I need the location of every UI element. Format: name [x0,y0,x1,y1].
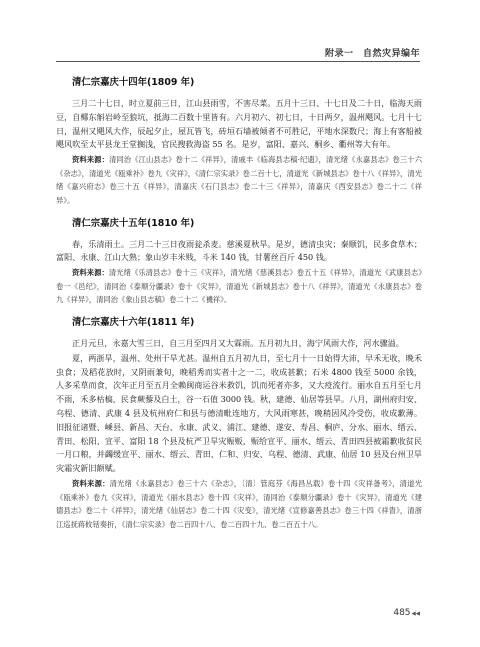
page-content [56,76,422,540]
section-paragraph: 正月元旦，永嘉大雪三日，自三月至四月又大霖雨。五月初九日，海宁风雨大作，河水骤溢。 [72,337,404,348]
section-title: 清仁宗嘉庆十六年(1811 年) [72,316,195,328]
header-title: 附录一 自然灾异编年 [324,49,420,59]
section-paragraph: 春，乐清雨土。三月二十三日夜雨瓮杀麦。慈溪夏秋旱。是岁，德清虫灾；秦顺饥，民多食草木；富阳、永康、江山大熟；象山岁丰米贱，斗米 140 钱，甘薯丝百斤 450 钱。 [56,238,422,263]
page-number [393,608,420,618]
header-rule [56,61,420,62]
section-title: 清仁宗嘉庆十五年(1810 年) [72,217,195,229]
page-mark-icon: ◀◀ [411,611,420,617]
section-1810 [56,217,422,307]
sources-label: 资料来源： [72,478,110,488]
section-1811 [56,316,422,531]
section-sources [56,153,422,207]
sources-text: 清光绪《永嘉县志》卷三十六《杂志》，〔清〕管庭芬《海昌丛载》卷十四《灾祥备考》，清道光《瓯乘补》卷九《灾祥》，清道光《丽水县志》卷十四《灾祥》，清同治《泰顺分疆录》卷十《灾异》，清道光《建德县志》卷二十《祥异》，清光绪《仙居志》卷二十四《灾变》，清光绪《宣修嘉善县志》卷三十四《祥眚》，清浙江巡抚蒋攸铦奏折，《清仁宗实录》卷二百四十八、卷二百四十九、卷二百五十八。 [56,478,423,529]
section-1809 [56,76,422,208]
sources-label: 资料来源： [72,268,109,278]
section-sources [56,266,422,307]
sources-text: 清同治《江山县志》卷十二《祥异》，清戚丰《临海县志稿·纪遗》，清光绪《永嘉县志》卷三十六《杂志》，清道光《瓯乘补》卷九《灾祥》，《清仁宗实录》卷二百十七，清道光《新城县志》卷十八《祥异》，清光绪《嘉兴府志》卷三十五《祥异》，清嘉庆《石门县志》卷二十三《祥异》，清嘉庆《西安县志》卷二十二《祥异》。 [56,155,422,205]
page-number-text: 485 [393,608,411,618]
section-sources [56,477,422,531]
section-title: 清仁宗嘉庆十四年(1809 年) [72,77,195,88]
section-paragraph: 三月二十七日，时立夏前三日，江山县雨雪，不害尽菜。五月十三日、十七日及二十日，临海天雨豆，自椰东斛岩岭至狼坑，抵海二百数十里皆有。六月初六、初七日，十日两夕，温州飓风。七月十七日，温州又飓风大作，辰起夕止，屋瓦皆飞，砖垣石墙被倾者不可胜记，平地水深数尺；海上有客船被飓风吹至太平县龙王堂搁浅，官民搜救海盗 55 名。是岁，富阳、嘉兴、桐乡、衢州等大有年。 [56,98,422,150]
sources-label: 资料来源： [72,155,109,165]
section-paragraph: 夏，两浙旱，温州、处州干旱尤甚。温州自五月初九日，至七月十一日始得大沛，早禾无收，晚禾虫食；及稻花放时，又阴雨兼旬，晚稻秀而实者十之一二，收成甚歉；石米 4800 钱至 5000 余钱，人多采草而食，次年正月至五月全赖闽商运谷米救饥，饥而死者亦多，又大疫流行。丽水自五月至七月不雨，禾多枯槁，民食蕨藜及白土，谷一石值 3000 钱。秋，建德、仙居等县旱。八月，湖州府归安、乌程、德清、武康 4 县及杭州府仁和县与德清毗连地方，大风雨寒甚，晚稍因风冷受伤，收成歉薄。旧报征诸暨、嵊县、新昌、天台、永康、武义、浦江、建德、遂安、寿昌、桐庐、分水、丽水、缙云、青田、松阳、宣平、富阳 18 个县及杭严卫旱灾赈贩，赈给宣平、丽水、缙云、青田四县被霜歉收贫民一月口粮，并蠲缓宣平、丽水、缙云、青田、仁和、归安、乌程、德清、武康、仙居 10 县及台州卫旱灾霜灾新旧额赋。 [56,352,422,474]
sources-text: 清光绪《乐清县志》卷十三《灾祥》，清光绪《慈溪县志》卷五十五《祥异》，清道光《武康县志》卷一《邑纪》，清同治《泰顺分疆录》卷十《灾异》，清道光《新城县志》卷十八《祥异》，清道光《永康县志》卷九《祥异》，清同治《象山县志稿》卷二十二《禨祥》。 [56,268,423,305]
running-header [56,46,420,62]
